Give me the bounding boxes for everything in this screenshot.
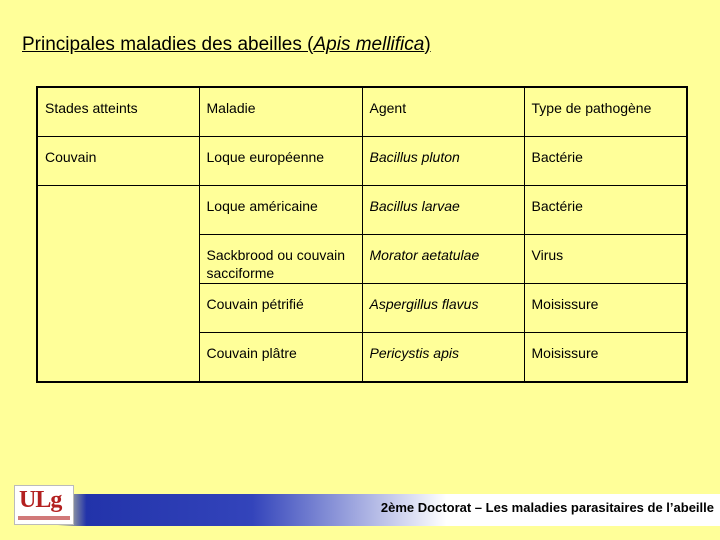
cell-agent: Morator aetatulae	[362, 234, 524, 283]
cell-disease: Loque européenne	[199, 136, 362, 185]
cell-agent: Pericystis apis	[362, 333, 524, 382]
header-agent: Agent	[362, 87, 524, 136]
cell-disease: Loque américaine	[199, 185, 362, 234]
table-row	[37, 333, 687, 382]
cell-stage	[37, 185, 199, 234]
cell-disease: Couvain plâtre	[199, 333, 362, 382]
title-suffix: )	[424, 34, 431, 55]
title-prefix: Principales maladies des abeilles (	[22, 34, 314, 55]
slide-title	[22, 34, 431, 56]
table-row	[37, 136, 687, 185]
header-disease: Maladie	[199, 87, 362, 136]
cell-stage: Couvain	[37, 136, 199, 185]
table-row	[37, 284, 687, 333]
cell-type: Bactérie	[524, 136, 687, 185]
table-row	[37, 234, 687, 283]
title-species: Apis mellifica	[313, 34, 425, 55]
cell-agent: Aspergillus flavus	[362, 284, 524, 333]
footer-text: 2ème Doctorat – Les maladies parasitaires de l’abeille	[380, 500, 714, 515]
cell-disease: Sackbrood ou couvain sacciforme	[199, 234, 362, 283]
header-type: Type de pathogène	[524, 87, 687, 136]
cell-agent: Bacillus larvae	[362, 185, 524, 234]
header-stage: Stades atteints	[37, 87, 199, 136]
cell-type: Moisissure	[524, 333, 687, 382]
cell-type: Virus	[524, 234, 687, 283]
cell-stage	[37, 333, 199, 382]
cell-disease: Couvain pétrifié	[199, 284, 362, 333]
cell-stage	[37, 234, 199, 283]
logo-text: ULg	[19, 487, 62, 513]
cell-stage	[37, 284, 199, 333]
university-logo	[14, 485, 74, 525]
cell-type: Moisissure	[524, 284, 687, 333]
diseases-table	[36, 86, 688, 383]
cell-agent: Bacillus pluton	[362, 136, 524, 185]
logo-subline	[18, 516, 70, 520]
cell-type: Bactérie	[524, 185, 687, 234]
table-header-row	[37, 87, 687, 136]
table-row	[37, 185, 687, 234]
